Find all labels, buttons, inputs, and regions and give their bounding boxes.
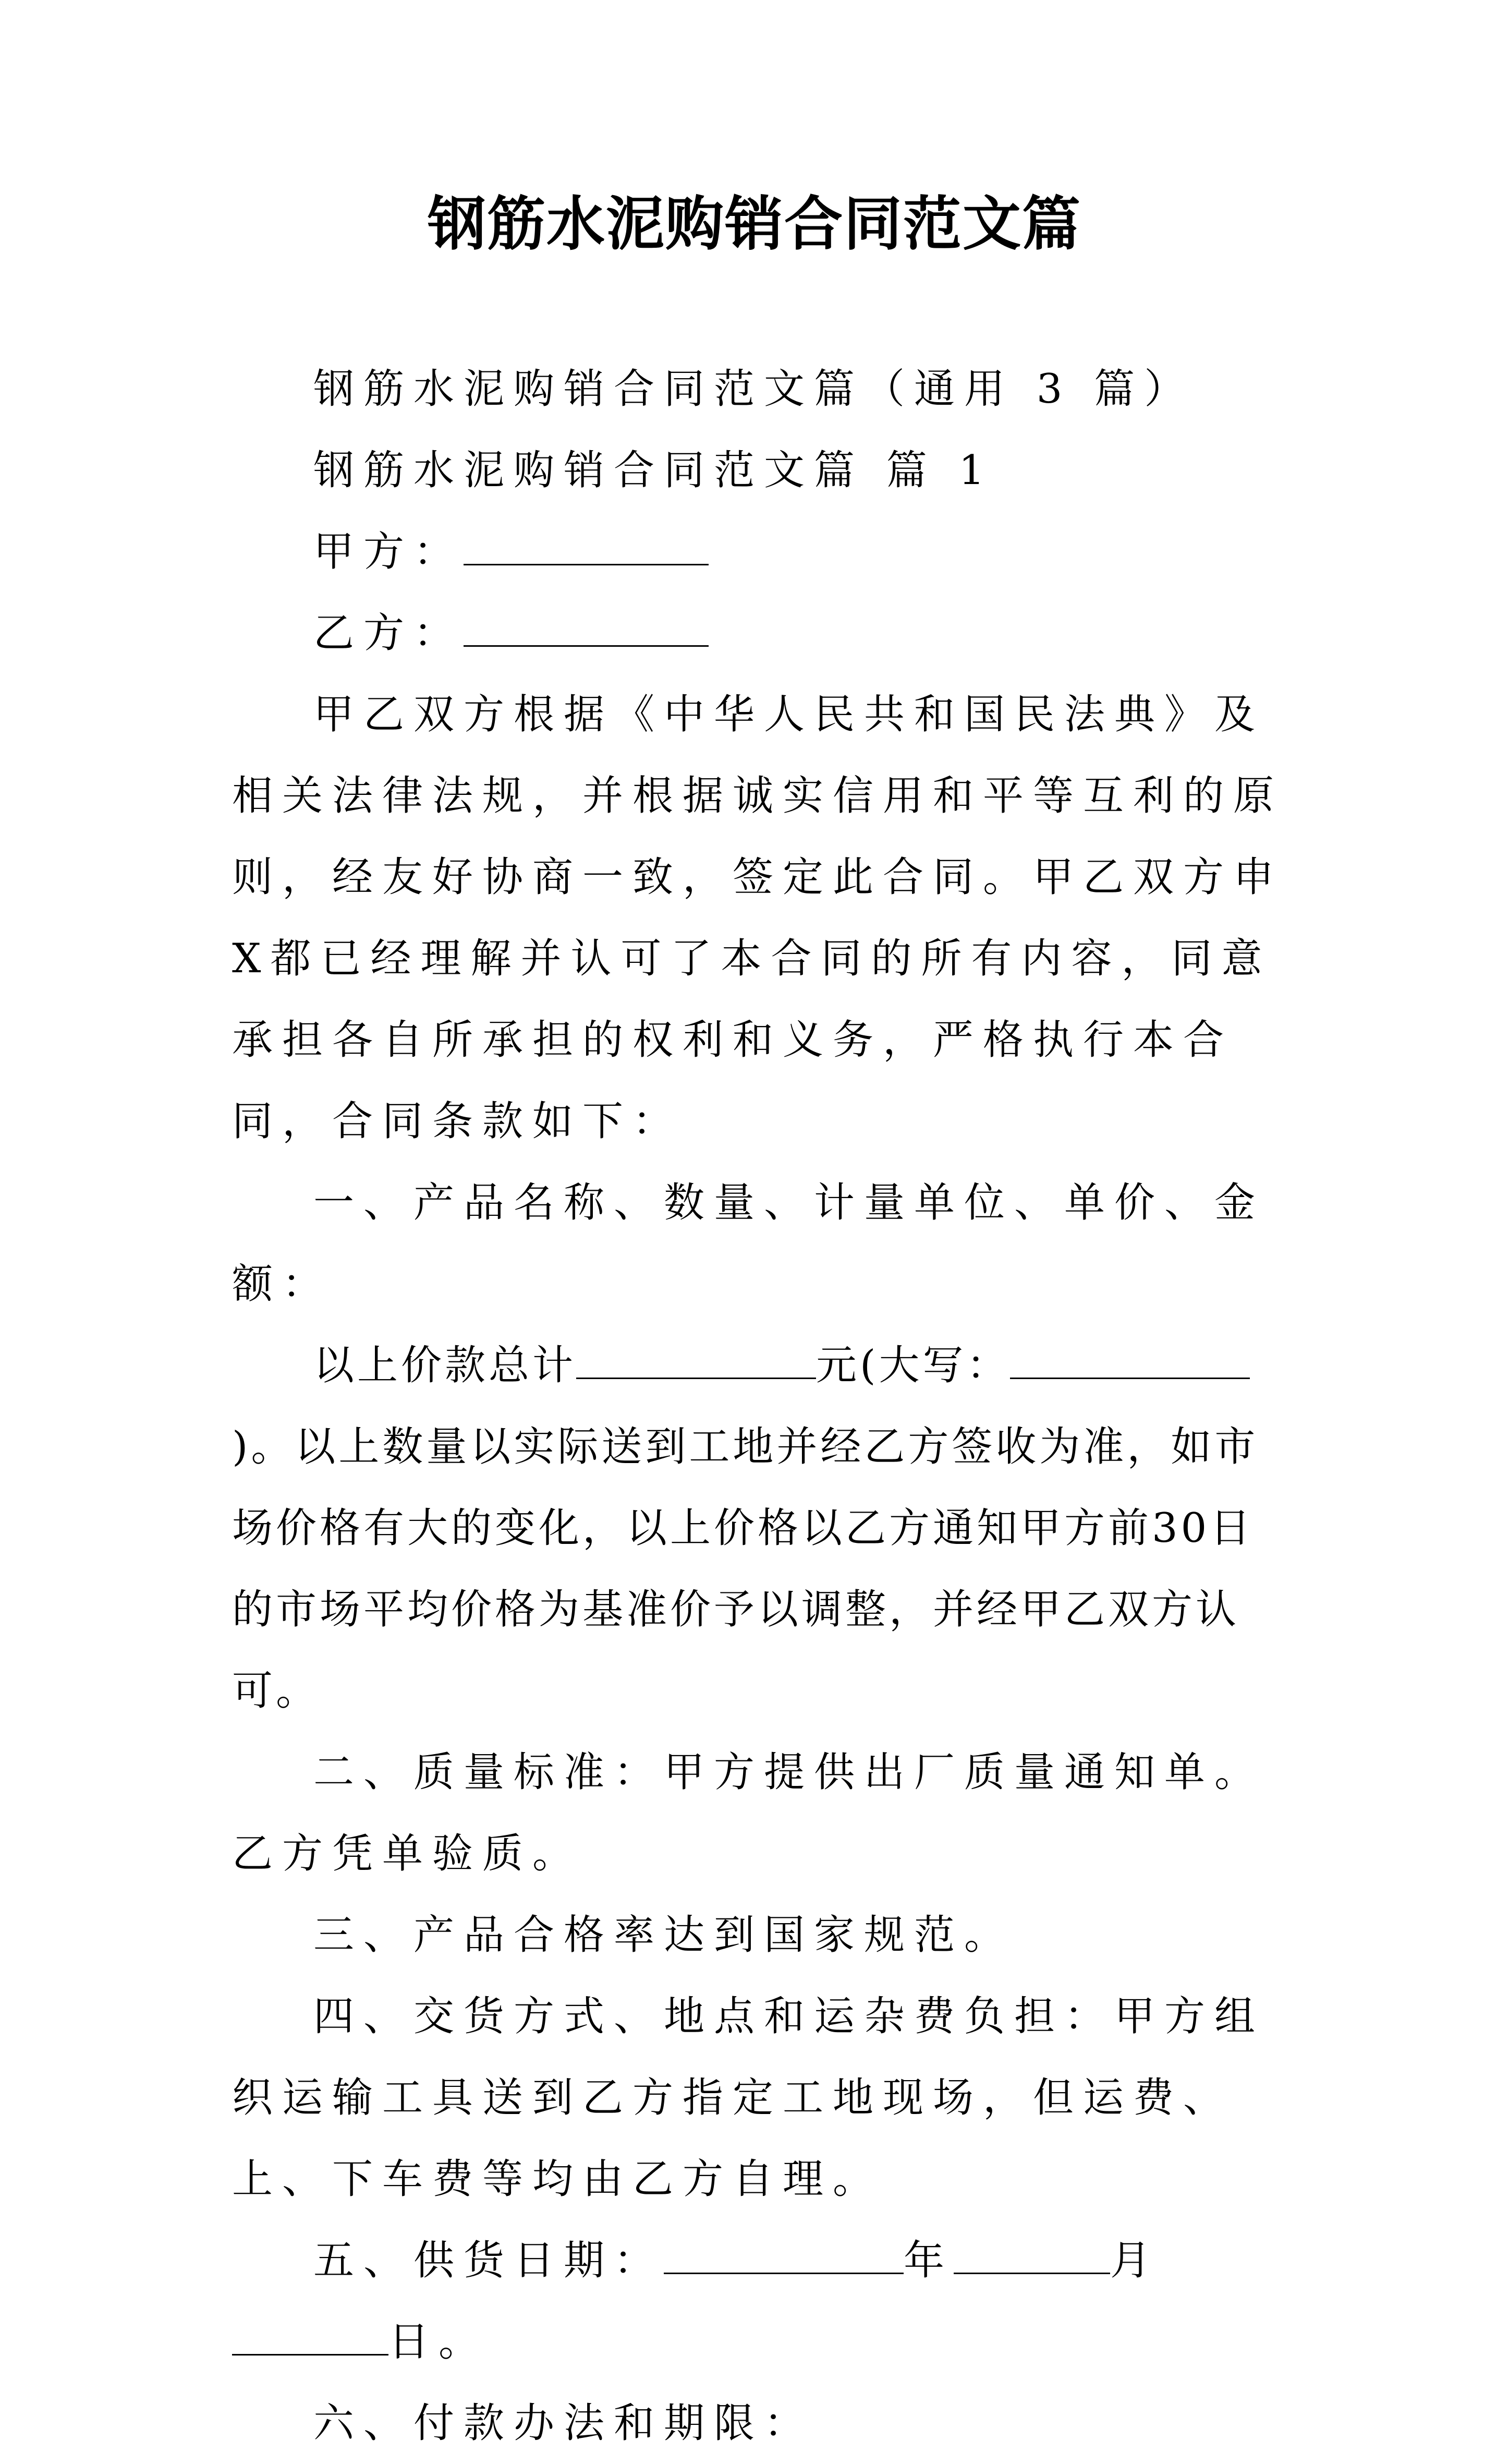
document-title: 钢筋水泥购销合同范文篇 bbox=[428, 190, 1081, 258]
party-a-line bbox=[232, 511, 1285, 593]
clause-3: 三、产品合格率达到国家规范。 bbox=[313, 1912, 1015, 1959]
party-b-label: 乙方： bbox=[313, 610, 464, 657]
party-b-blank bbox=[464, 609, 709, 647]
section-heading: 钢筋水泥购销合同范文篇 篇 1 bbox=[313, 447, 994, 494]
intro-paragraph: 甲乙双方根据《中华人民共和国民法典》及相关法律法规，并根据诚实信用和平等互利的原则，经友好协商一致，签定此合同。甲乙双方申X都已经理解并认可了本合同的所有内容，同意承担各自所承担的权利和义务，严格执行本合同，合同条款如下： bbox=[232, 691, 1284, 1145]
party-b-line bbox=[232, 593, 1285, 674]
price-mid: 元(大写： bbox=[816, 1342, 1011, 1389]
year-label: 年 bbox=[904, 2237, 954, 2284]
day-blank bbox=[232, 2317, 388, 2356]
price-prefix: 以上价款总计 bbox=[313, 1342, 577, 1389]
month-blank bbox=[954, 2236, 1110, 2274]
price-amount-blank bbox=[576, 1341, 816, 1379]
price-paragraph bbox=[232, 1325, 1285, 1732]
clause-1: 一、产品名称、数量、计量单位、单价、金额： bbox=[232, 1179, 1265, 1308]
clause-4: 四、交货方式、地点和运杂费负担：甲方组织运输工具送到乙方指定工地现场，但运费、上、下车费等均由乙方自理。 bbox=[232, 1993, 1265, 2203]
document-body bbox=[232, 348, 1285, 2464]
month-label: 月 bbox=[1110, 2237, 1161, 2284]
price-suffix: )。以上数量以实际送到工地并经乙方签收为准，如市场价格有大的变化，以上价格以乙方通知甲方前30日的市场平均价格为基准价予以调整，并经甲乙双方认可。 bbox=[232, 1423, 1259, 1714]
date-prefix: 五、供货日期： bbox=[313, 2237, 664, 2284]
party-a-label: 甲方： bbox=[313, 528, 464, 575]
price-uppercase-blank bbox=[1010, 1341, 1250, 1379]
clause-2: 二、质量标准：甲方提供出厂质量通知单。乙方凭单验质。 bbox=[232, 1749, 1265, 1877]
day-label: 日。 bbox=[388, 2318, 489, 2365]
clause-5 bbox=[232, 2220, 1285, 2383]
clause-6: 六、付款办法和期限： bbox=[313, 2400, 814, 2447]
year-blank bbox=[664, 2236, 904, 2274]
subtitle-line: 钢筋水泥购销合同范文篇（通用 3 篇） bbox=[313, 366, 1195, 413]
party-a-blank bbox=[464, 527, 709, 565]
